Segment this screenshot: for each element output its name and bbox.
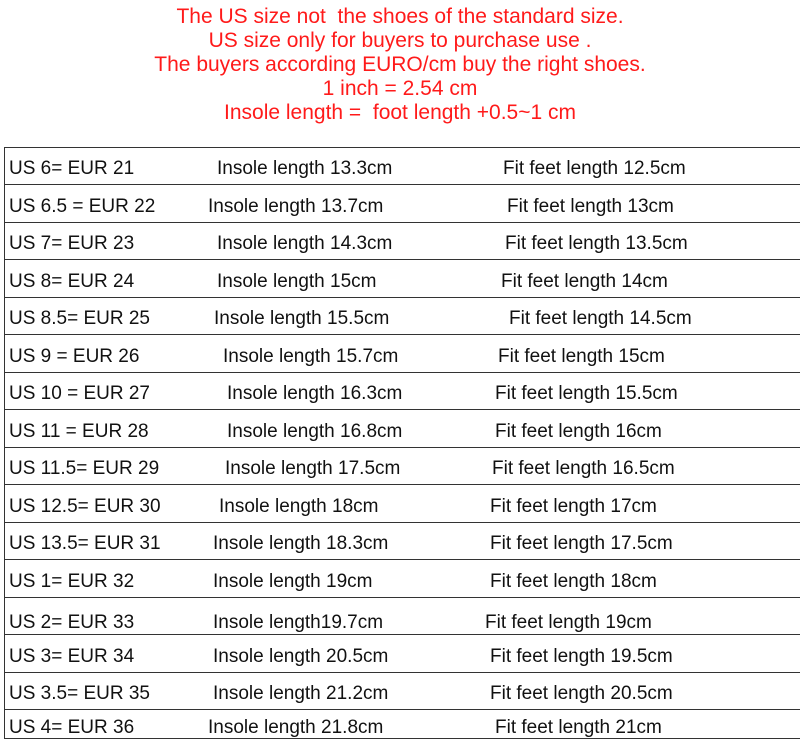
insole-length-cell: Insole length 21.8cm [208, 717, 384, 738]
fit-feet-length-cell: Fit feet length 15cm [498, 346, 665, 367]
size-cell: US 8.5= EUR 25 [9, 308, 150, 329]
table-row [5, 485, 800, 523]
table-row [5, 223, 800, 260]
insole-length-cell: Insole length 16.8cm [227, 421, 403, 442]
table-row [5, 260, 800, 298]
insole-length-cell: Insole length 16.3cm [227, 383, 403, 404]
fit-feet-length-cell: Fit feet length 17.5cm [490, 533, 673, 554]
fit-feet-length-cell: Fit feet length 14cm [501, 271, 668, 292]
size-cell: US 6.5 = EUR 22 [9, 196, 156, 217]
table-row [5, 598, 800, 635]
fit-feet-length-cell: Fit feet length 21cm [495, 717, 662, 738]
size-cell: US 10 = EUR 27 [9, 383, 150, 404]
table-row [5, 185, 800, 223]
size-cell: US 12.5= EUR 30 [9, 496, 161, 517]
size-cell: US 13.5= EUR 31 [9, 533, 161, 554]
size-cell: US 1= EUR 32 [9, 571, 135, 592]
size-cell: US 2= EUR 33 [9, 612, 135, 633]
size-cell: US 9 = EUR 26 [9, 346, 140, 367]
fit-feet-length-cell: Fit feet length 17cm [490, 496, 657, 517]
size-cell: US 11 = EUR 28 [9, 421, 149, 442]
size-cell: US 4= EUR 36 [9, 717, 135, 738]
table-row [5, 410, 800, 448]
table-row [5, 673, 800, 710]
insole-length-cell: Insole length 15.7cm [223, 346, 399, 367]
insole-length-cell: Insole length 13.3cm [217, 158, 393, 179]
insole-length-cell: Insole length 20.5cm [213, 646, 389, 667]
insole-length-cell: Insole length 15.5cm [214, 308, 390, 329]
table-row [5, 373, 800, 410]
fit-feet-length-cell: Fit feet length 13.5cm [505, 233, 688, 254]
table-row [5, 448, 800, 485]
insole-length-cell: Insole length 17.5cm [225, 458, 401, 479]
table-row [5, 560, 800, 598]
table-row [5, 710, 800, 739]
note-line-3: The buyers according EURO/cm buy the right shoes. [154, 53, 646, 76]
size-table [4, 147, 800, 739]
note-line-5: Insole length = foot length +0.5~1 cm [224, 101, 576, 124]
size-cell: US 3.5= EUR 35 [9, 683, 150, 704]
size-notes-header [0, 0, 800, 147]
note-line-4: 1 inch = 2.54 cm [322, 77, 478, 100]
fit-feet-length-cell: Fit feet length 14.5cm [509, 308, 692, 329]
fit-feet-length-cell: Fit feet length 19cm [485, 612, 652, 633]
insole-length-cell: Insole length 18.3cm [213, 533, 389, 554]
size-cell: US 6= EUR 21 [9, 158, 135, 179]
table-row [5, 298, 800, 335]
table-row [5, 523, 800, 560]
table-row [5, 335, 800, 373]
table-row [5, 635, 800, 673]
fit-feet-length-cell: Fit feet length 20.5cm [490, 683, 673, 704]
size-cell: US 11.5= EUR 29 [9, 458, 160, 479]
fit-feet-length-cell: Fit feet length 16.5cm [492, 458, 675, 479]
size-cell: US 7= EUR 23 [9, 233, 135, 254]
fit-feet-length-cell: Fit feet length 16cm [495, 421, 662, 442]
insole-length-cell: Insole length 18cm [219, 496, 379, 517]
note-line-1: The US size not the shoes of the standard size. [176, 5, 624, 28]
insole-length-cell: Insole length 14.3cm [217, 233, 393, 254]
insole-length-cell: Insole length 13.7cm [208, 196, 384, 217]
fit-feet-length-cell: Fit feet length 18cm [490, 571, 657, 592]
fit-feet-length-cell: Fit feet length 13cm [507, 196, 674, 217]
insole-length-cell: Insole length 15cm [217, 271, 377, 292]
insole-length-cell: Insole length 19cm [213, 571, 373, 592]
fit-feet-length-cell: Fit feet length 15.5cm [495, 383, 678, 404]
fit-feet-length-cell: Fit feet length 19.5cm [490, 646, 673, 667]
note-line-2: US size only for buyers to purchase use . [208, 29, 592, 52]
fit-feet-length-cell: Fit feet length 12.5cm [503, 158, 686, 179]
size-cell: US 8= EUR 24 [9, 271, 135, 292]
table-row [5, 148, 800, 185]
insole-length-cell: Insole length 21.2cm [213, 683, 389, 704]
size-cell: US 3= EUR 34 [9, 646, 135, 667]
insole-length-cell: Insole length19.7cm [213, 612, 384, 633]
